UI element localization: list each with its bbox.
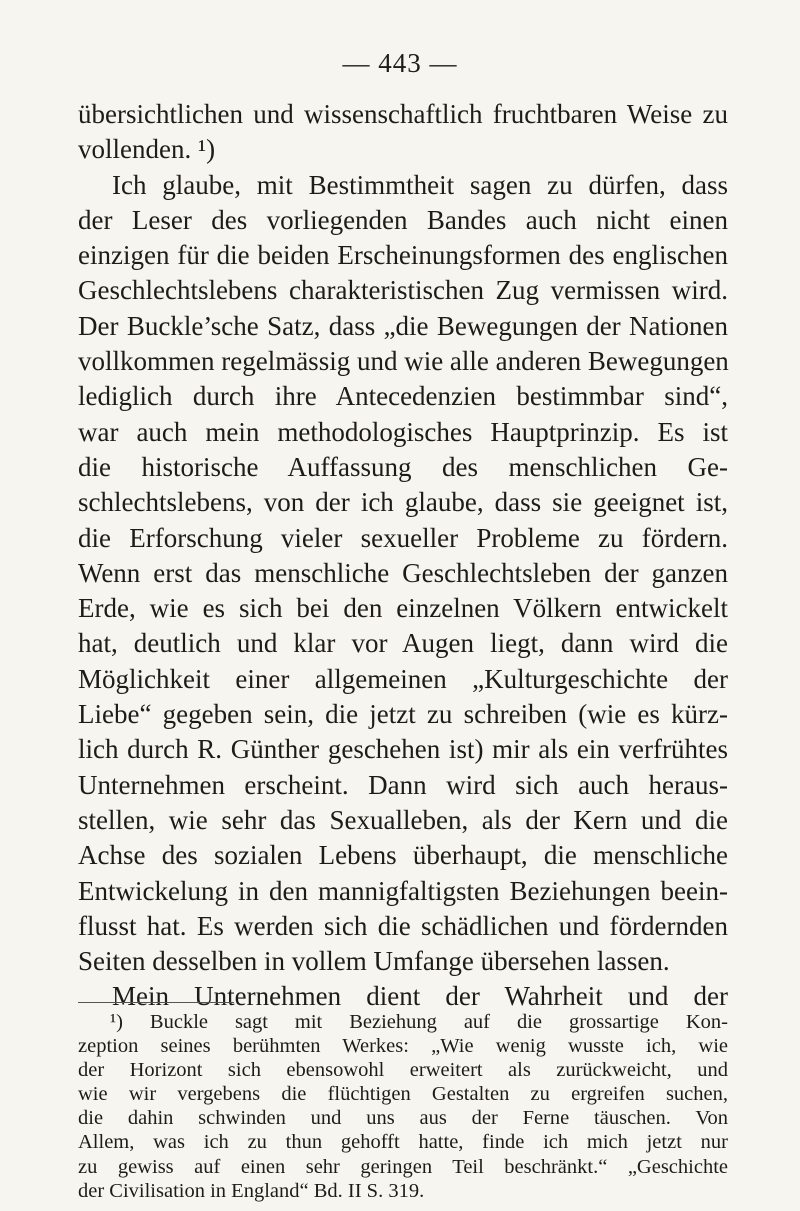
text-line: hat, deutlich und klar vor Augen liegt, dann wird die [78,628,728,659]
body-text [78,97,728,1015]
page-number: — 443 — [342,48,458,78]
text-line: lediglich durch ihre Antecedenzien bestimmbar sind“, [78,381,728,412]
text-line: war auch mein methodologisches Hauptprinzip. Es ist [78,416,728,447]
text-line: Achse des sozialen Lebens überhaupt, die menschliche [78,840,728,871]
footnote-line: zeption seines berühmten Werkes: „Wie wenig wusste ich, wie [78,1035,728,1058]
text-line: die Erforschung vieler sexueller Probleme zu fördern. [78,522,728,553]
footnote-line: ¹) Buckle sagt mit Beziehung auf die grossartige Kon- [110,1011,728,1033]
text-line: Der Buckle’sche Satz, dass „die Bewegungen der Nationen [78,310,728,341]
footnote-line: zu gewiss auf einen sehr geringen Teil beschränkt.“ „Geschichte [78,1155,728,1178]
footnote-line: der Horizont sich ebensowohl erweitert als zurückweicht, und [78,1059,728,1082]
footnote-divider [78,1002,234,1003]
text-line: übersichtlichen und wissenschaftlich fruchtbaren Weise zu [78,99,728,129]
footnote-line: wie wir vergebens die flüchtigen Gestalten zu ergreifen suchen, [78,1083,728,1106]
text-line: flusst hat. Es werden sich die schädlichen und fördernden [78,910,728,941]
text-line: die historische Auffassung des menschlichen Ge- [78,451,728,482]
footnote-line: der Civilisation in England“ Bd. II S. 319. [78,1179,425,1202]
footnote [78,1010,728,1203]
text-line: vollenden. ¹) [78,134,216,165]
text-line: Wenn erst das menschliche Geschlechtsleben der ganzen [78,557,728,588]
text-line: schlechtslebens, von der ich glaube, dass sie geeignet ist, [78,487,728,518]
text-line: der Leser des vorliegenden Bandes auch nicht einen [78,204,728,235]
text-line: Unternehmen erscheint. Dann wird sich auch heraus- [78,769,728,800]
text-line: lich durch R. Günther geschehen ist) mir als ein verfrühtes [78,734,728,765]
text-line: Erde, wie es sich bei den einzelnen Völkern entwickelt [78,593,728,624]
text-line: Entwickelung in den mannigfaltigsten Beziehungen beein- [78,875,728,906]
text-line: Möglichkeit einer allgemeinen „Kulturgeschichte der [78,663,728,694]
text-line: vollkommen regelmässig und wie alle anderen Bewegungen [78,346,729,377]
text-line: Mein Unternehmen dient der Wahrheit und der [112,981,728,1012]
text-line: Seiten desselben in vollem Umfange übersehen lassen. [78,946,670,977]
text-line: stellen, wie sehr das Sexualleben, als der Kern und die [78,804,728,835]
footnote-line: die dahin schwinden und uns aus der Ferne täuschen. Von [78,1107,728,1130]
text-line: Ich glaube, mit Bestimmtheit sagen zu dürfen, dass [112,169,728,200]
text-line: Liebe“ gegeben sein, die jetzt zu schreiben (wie es kürz- [78,699,728,730]
text-line: einzigen für die beiden Erscheinungsformen des englischen [78,240,728,271]
text-line: Geschlechtslebens charakteristischen Zug vermissen wird. [78,275,728,306]
footnote-line: Allem, was ich zu thun gehofft hatte, finde ich mich jetzt nur [78,1131,728,1154]
